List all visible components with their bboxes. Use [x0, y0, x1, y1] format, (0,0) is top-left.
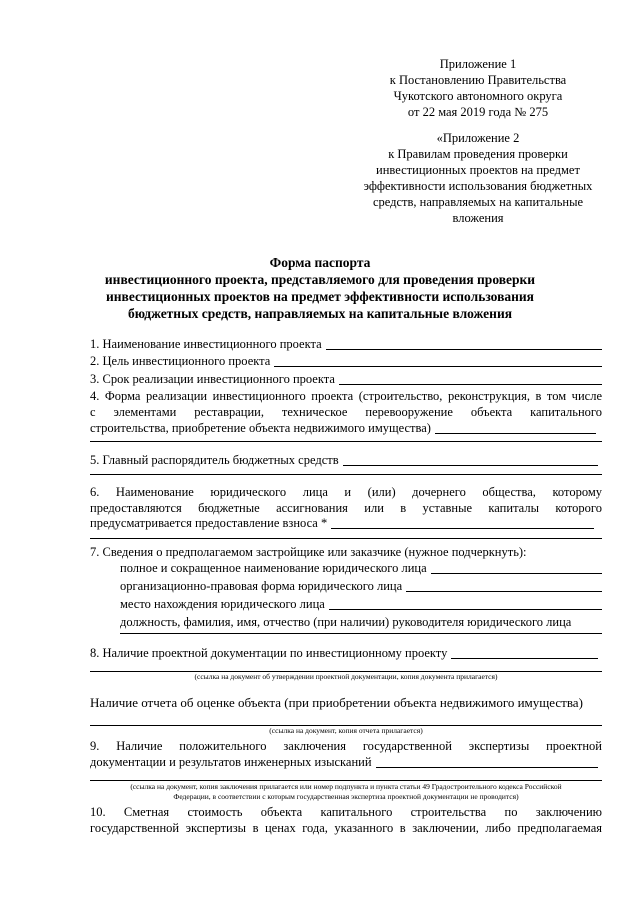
item-7d-field[interactable]	[120, 633, 602, 634]
item-8-note: (ссылка на документ об утверждении проектной документации, копия документа прилагается)	[194, 672, 498, 681]
item-9-row-2	[90, 754, 602, 770]
item-9-note-line: (ссылка на документ, копия заключения прилагается или номер подпункта и пункта статьи 49 Градостроительного кодекса Российской	[130, 782, 562, 791]
appendix-1-line: от 22 мая 2019 года № 275	[407, 105, 549, 119]
item-3-label: 3. Срок реализации инвестиционного проекта	[90, 371, 339, 387]
title-line: Форма паспорта	[269, 255, 371, 270]
appendix-1-header	[350, 56, 606, 120]
item-6-extra-line[interactable]	[90, 538, 602, 539]
item-7a-field[interactable]	[431, 560, 602, 574]
appendix-2-header	[350, 130, 606, 226]
item-6-row-3	[90, 515, 602, 531]
valuation-report-note: (ссылка на документ, копия отчета прилагается)	[269, 726, 423, 735]
valuation-report-label: Наличие отчета об оценке объекта (при приобретении объекта недвижимого имущества)	[90, 695, 583, 710]
item-9-label: документации и результатов инженерных изысканий	[90, 754, 376, 770]
item-4-field[interactable]	[435, 420, 596, 434]
item-5-extra-line[interactable]	[90, 474, 602, 475]
item-7-heading: 7. Сведения о предполагаемом застройщике или заказчике (нужное подчеркнуть):	[90, 545, 527, 559]
item-3-row	[90, 371, 602, 387]
item-9-note	[90, 782, 602, 802]
item-4-row-3	[90, 420, 602, 436]
item-9-extra-line[interactable]	[90, 780, 602, 781]
item-1-row	[90, 336, 602, 352]
item-6-label: предусматривается предоставление взноса *	[90, 515, 331, 531]
item-7b-row	[120, 578, 602, 594]
appendix-1-line: к Постановлению Правительства	[389, 73, 567, 87]
item-7a-label: полное и сокращенное наименование юридического лица	[120, 560, 431, 576]
item-4-label: строительства, приобретение объекта недвижимого имущества)	[90, 420, 435, 436]
appendix-2-line: к Правилам проведения проверки	[388, 147, 568, 161]
item-9-note-line: Федерации, в соответствии с которым государственная экспертиза проектной документации не проводится)	[173, 792, 519, 801]
item-10-line-2: государственной экспертизы в ценах года, указанного в заключении, либо предполагаемая	[90, 821, 602, 835]
item-7c-field[interactable]	[329, 596, 602, 610]
item-5-label: 5. Главный распорядитель бюджетных средств	[90, 452, 343, 468]
title-line: бюджетных средств, направляемых на капитальные вложения	[127, 306, 513, 321]
item-6-field[interactable]	[331, 515, 594, 529]
item-7d-label: должность, фамилия, имя, отчество (при наличии) руководителя юридического лица	[120, 615, 572, 629]
appendix-2-line: «Приложение 2	[436, 131, 520, 145]
item-5-field[interactable]	[343, 452, 598, 466]
item-7b-label: организационно-правовая форма юридического лица	[120, 578, 406, 594]
item-2-field[interactable]	[274, 353, 602, 367]
item-2-row	[90, 353, 602, 369]
form-title	[60, 254, 580, 322]
item-1-field[interactable]	[326, 336, 602, 350]
item-7a-row	[120, 560, 602, 576]
appendix-2-line: средств, направляемых на капитальные	[372, 195, 584, 209]
item-3-field[interactable]	[339, 371, 602, 385]
item-2-label: 2. Цель инвестиционного проекта	[90, 353, 274, 369]
item-8-row	[90, 645, 602, 661]
appendix-1-line: Приложение 1	[439, 57, 517, 71]
item-8-label: 8. Наличие проектной документации по инвестиционному проекту	[90, 645, 451, 661]
title-line: инвестиционных проектов на предмет эффективности использования	[105, 289, 534, 304]
appendix-1-line: Чукотского автономного округа	[393, 89, 563, 103]
item-7c-label: место нахождения юридического лица	[120, 596, 329, 612]
item-7b-field[interactable]	[406, 578, 602, 592]
item-4-line-1: 4. Форма реализации инвестиционного проекта (строительство, реконструкция, в том числе	[90, 389, 602, 403]
item-1-label: 1. Наименование инвестиционного проекта	[90, 336, 326, 352]
appendix-2-line: эффективности использования бюджетных	[363, 179, 593, 193]
title-line: инвестиционного проекта, представляемого для проведения проверки	[104, 272, 536, 287]
item-6-line-2: предоставляются бюджетные ассигнования или в уставные капиталы которого	[90, 501, 602, 515]
item-4-extra-line[interactable]	[90, 441, 602, 442]
item-10-line-1: 10. Сметная стоимость объекта капитального строительства по заключению	[90, 805, 602, 819]
item-5-row	[90, 452, 602, 468]
appendix-2-line: вложения	[452, 211, 504, 225]
appendix-2-line: инвестиционных проектов на предмет	[376, 163, 580, 177]
item-9-field[interactable]	[376, 754, 598, 768]
item-7c-row	[120, 596, 602, 612]
item-8-field[interactable]	[451, 645, 598, 659]
item-4-line-2: с элементами реставрации, техническое перевооружение объекта капитального	[90, 405, 602, 419]
item-9-line-1: 9. Наличие положительного заключения государственной экспертизы проектной	[90, 739, 602, 753]
item-6-line-1: 6. Наименование юридического лица и (или) дочернего общества, которому	[90, 485, 602, 499]
